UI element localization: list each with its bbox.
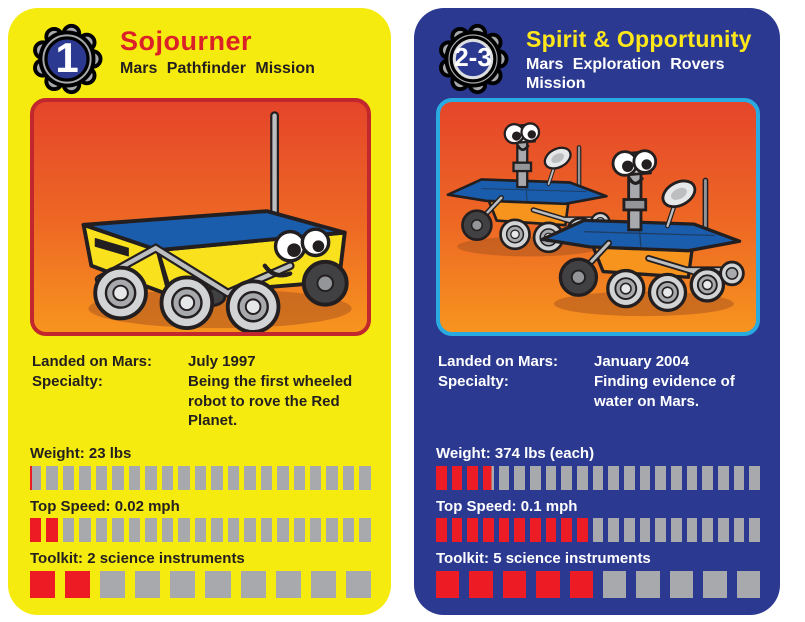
bar-segment [195,518,206,542]
bar-segment [483,518,494,542]
stat-bar [436,466,760,490]
bar-segment [624,466,635,490]
bar-segment [310,466,321,490]
bar-segment [244,518,255,542]
bar-segment [734,518,745,542]
bar-segment [79,466,90,490]
bar-segment [608,518,619,542]
card-subtitle: Mars Exploration Rovers Mission [526,56,725,92]
bar-segment [655,466,666,490]
bar-segment [162,466,173,490]
bar-segment [436,518,447,542]
bar-segment [749,518,760,542]
stat-bar [436,518,760,542]
card-sojourner [8,8,391,615]
bar-segment [499,518,510,542]
bar-segment [343,518,354,542]
stat-bar [30,466,371,490]
mission-info [32,352,371,446]
bar-segment [577,518,588,542]
bar-segment [343,466,354,490]
bar-segment [294,466,305,490]
bar-segment [503,571,526,598]
bar-segment [178,518,189,542]
bar-segment [96,518,107,542]
bar-segment [100,571,125,598]
bar-segment [624,518,635,542]
card-subtitle: Mars Pathfinder Mission [120,60,315,77]
mer-rover-large [542,151,743,316]
bar-segment [546,518,557,542]
bar-segment [467,466,478,490]
bar-segment [687,518,698,542]
stat-bar [436,571,760,598]
bar-segment [452,466,463,490]
specialty-label: Specialty: [32,372,103,390]
bar-segment [129,466,140,490]
bar-segment [228,466,239,490]
stat-bar [30,571,371,598]
card-title: Sojourner [120,26,253,56]
bar-segment [636,571,659,598]
bar-segment [65,571,90,598]
bar-segment [671,466,682,490]
bar-segment [561,466,572,490]
bar-segment [46,518,57,542]
specialty-value: Finding evidence of water on Mars. [594,372,735,410]
bar-segment [228,518,239,542]
bar-segment [530,466,541,490]
card-title: Spirit & Opportunity [526,26,752,52]
landed-label: Landed on Mars: [32,353,153,370]
mission-number-badge [28,20,106,98]
landed-value: July 1997 [188,353,256,370]
bar-segment [546,466,557,490]
bar-segment [145,518,156,542]
bar-segment [749,466,760,490]
bar-segment [702,466,713,490]
bar-segment [577,466,588,490]
stats-section [436,446,760,598]
landed-label: Landed on Mars: [438,353,559,370]
specialty-value: Being the first wheeled robot to rove the Red Planet. [188,372,353,430]
sojourner-rover-art [34,102,367,332]
stat-label: Top Speed: 0.1 mph [436,497,578,515]
rover-illustration-sojourner [30,98,371,336]
card-header [8,8,391,92]
bar-segment [63,466,74,490]
bar-segment [63,518,74,542]
bar-segment [30,518,41,542]
bar-segment [30,466,41,490]
mission-info [438,352,760,446]
bar-segment [261,518,272,542]
bar-segment [277,518,288,542]
bar-segment [359,466,370,490]
bar-segment [311,571,336,598]
bar-segment [737,571,760,598]
bar-segment [145,466,156,490]
bar-segment [603,571,626,598]
bar-segment [112,518,123,542]
bar-segment [79,518,90,542]
bar-segment [46,466,57,490]
bar-segment [483,466,494,490]
bar-segment [593,466,604,490]
stats-section [30,446,371,598]
bar-segment [326,466,337,490]
bar-segment [499,466,510,490]
bar-segment [640,518,651,542]
bar-segment [244,466,255,490]
wheel [95,268,146,319]
bar-segment [452,518,463,542]
bar-segment [536,571,559,598]
stat-bar [30,518,371,542]
bar-segment [277,466,288,490]
bar-segment [112,466,123,490]
bar-segment [436,466,447,490]
bar-segment [593,518,604,542]
wheel [228,281,279,332]
bar-segment [359,518,370,542]
card-titles [120,20,315,79]
card-spirit-opportunity [414,8,780,615]
bar-segment [514,466,525,490]
bar-segment [326,518,337,542]
wheel-dark [304,262,347,305]
bar-segment [469,571,492,598]
stat-label: Toolkit: 5 science instruments [436,550,651,567]
bar-segment [718,466,729,490]
bar-segment [608,466,619,490]
bar-segment [178,466,189,490]
bar-segment [655,518,666,542]
bar-segment [530,518,541,542]
stat-label: Top Speed: 0.02 mph [30,497,180,515]
specialty-label: Specialty: [438,372,509,390]
bar-segment [687,466,698,490]
mission-number: 1 [55,33,79,81]
mission-number: 2-3 [454,42,492,72]
bar-segment [467,518,478,542]
mission-number-badge [434,20,512,98]
mer-rovers-art [440,102,756,332]
card-header [414,8,780,92]
rover-illustration-mer [436,98,760,336]
bar-segment [346,571,371,598]
bar-segment [129,518,140,542]
bar-segment [640,466,651,490]
bar-segment [436,571,459,598]
bar-segment [514,518,525,542]
bar-segment [570,571,593,598]
bar-segment [703,571,726,598]
bar-segment [205,571,230,598]
stat-label: Weight: 23 lbs [30,445,132,462]
bar-segment [30,571,55,598]
bar-segment [170,571,195,598]
bar-segment [702,518,713,542]
bar-segment [310,518,321,542]
bar-segment [211,466,222,490]
bar-segment [135,571,160,598]
bar-segment [241,571,266,598]
bar-segment [718,518,729,542]
bar-segment [211,518,222,542]
stat-label: Weight: 374 lbs (each) [436,445,595,462]
bar-segment [561,518,572,542]
bar-segment [276,571,301,598]
bar-segment [294,518,305,542]
bar-segment [195,466,206,490]
bar-segment [670,571,693,598]
bar-segment [734,466,745,490]
bar-segment [671,518,682,542]
wheel [162,277,213,328]
landed-value: January 2004 [594,353,690,370]
bar-segment [261,466,272,490]
bar-segment [162,518,173,542]
card-titles [526,20,752,94]
stat-label: Toolkit: 2 science instruments [30,550,245,567]
bar-segment [96,466,107,490]
